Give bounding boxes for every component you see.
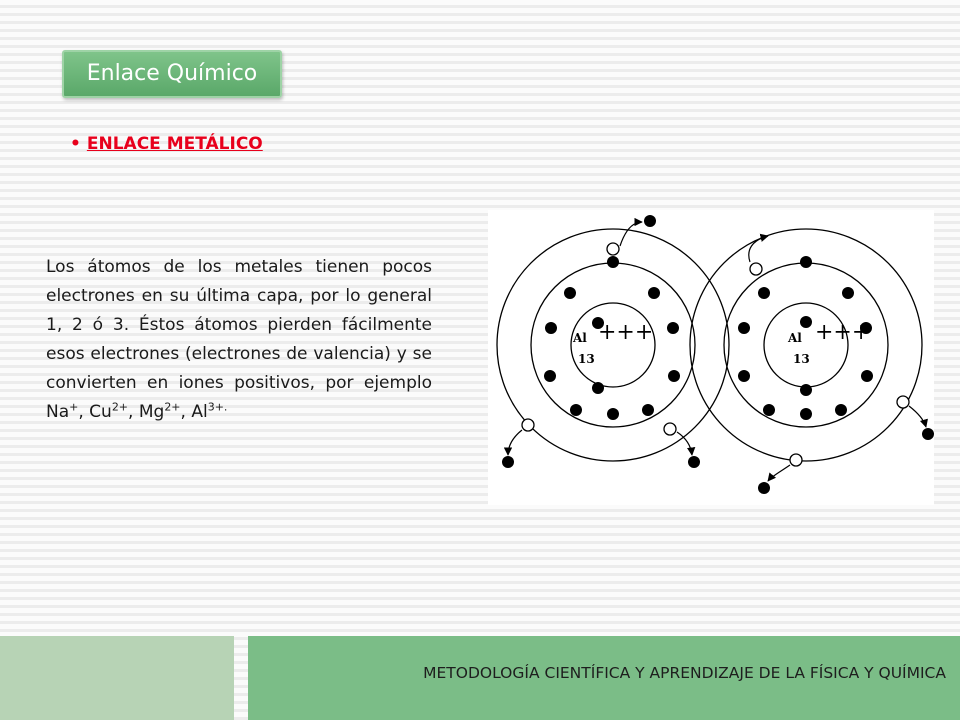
bullet-icon: • (70, 134, 81, 154)
section-heading: ENLACE METÁLICO (86, 134, 263, 154)
atomic-number: 13 (578, 352, 595, 366)
footer-bar (248, 636, 960, 720)
ion-charge: +++ (598, 320, 654, 345)
ion-charge: +++ (815, 320, 871, 345)
separator-mg: , Mg (128, 402, 165, 422)
ion-na-charge: + (69, 400, 79, 414)
slide-title: Enlace Químico (62, 50, 282, 98)
atomic-number: 13 (793, 352, 810, 366)
element-symbol: Al (573, 331, 587, 345)
ion-mg-charge: 2+ (164, 400, 181, 414)
ion-al-charge: 3+. (207, 400, 228, 414)
footer-course-title: METODOLOGÍA CIENTÍFICA Y APRENDIZAJE DE LA FÍSICA Y QUÍMICA (423, 664, 946, 682)
footer-accent-block (0, 636, 234, 720)
separator-al: , Al (180, 402, 208, 422)
aluminum-atom-left (497, 215, 729, 468)
body-text-main: Los átomos de los metales tienen pocos electrones en su última capa, por lo general 1, 2 ó 3. Éstos átomos pierden fácilmente esos electrones (electrones de valencia) y se convierten en iones positivos, por ejemplo Na (46, 257, 432, 422)
body-paragraph (46, 253, 432, 427)
section-heading-row (70, 134, 263, 154)
aluminum-atom-right (690, 229, 934, 494)
element-symbol: Al (788, 331, 802, 345)
separator-cu: , Cu (78, 402, 112, 422)
ion-cu-charge: 2+ (111, 400, 129, 414)
metallic-bond-diagram (488, 210, 934, 505)
